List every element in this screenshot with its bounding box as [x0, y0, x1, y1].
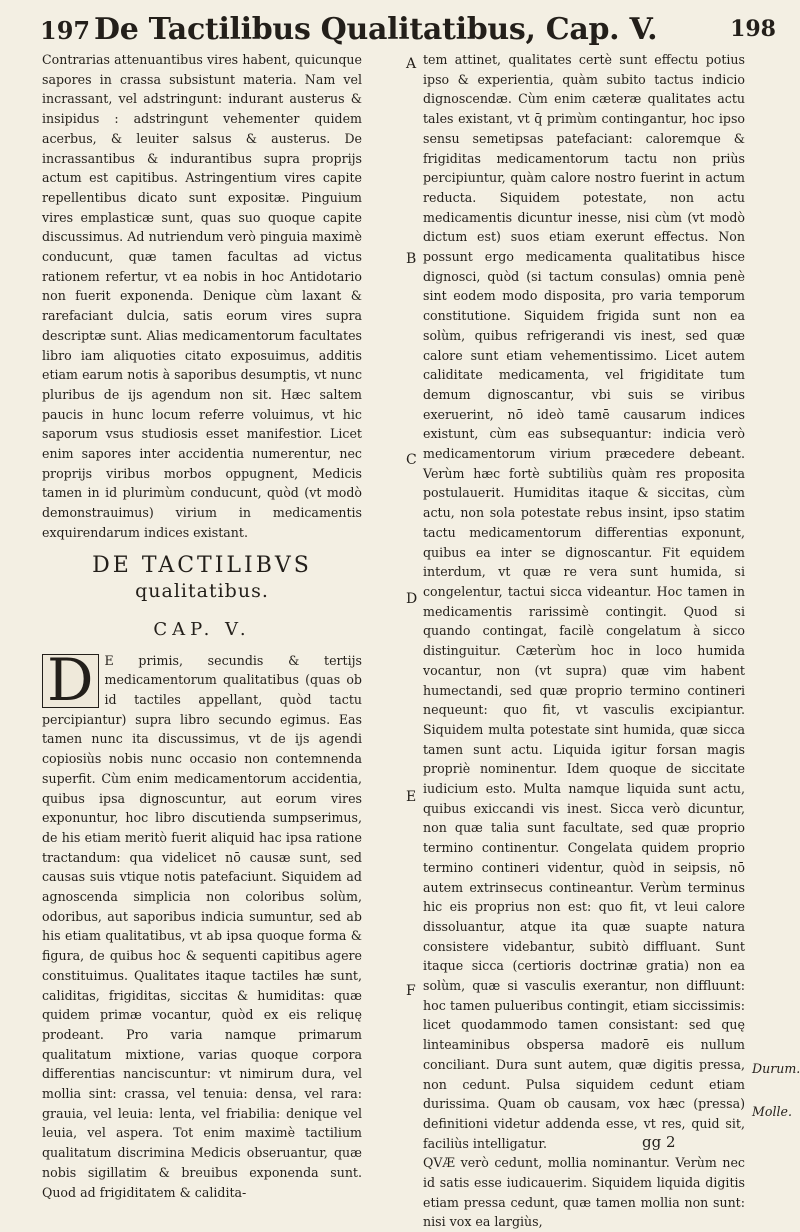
margin-letter-c: C: [406, 452, 417, 468]
page-number-left: 197: [40, 16, 91, 45]
margin-letter-a: A: [406, 56, 417, 72]
right-column: [423, 50, 745, 1232]
running-head: [40, 8, 776, 48]
section-title: DE TACTILIBVS: [92, 552, 312, 578]
margin-letter-d: D: [406, 591, 418, 607]
left-paragraph-2-text: E primis, secundis & tertijs medicamentorum qualitatibus (quas ob id tactiles appellant, quòd tactu percipiantur) supra libro secundo egimus. Eas tamen nunc ita discussimus, vt de ijs agendi copiosiùs nobis nunc occasio non contemnenda superfit. Cùm enim medicamentorum accidentia, quibus ipsa dignoscuntur, aut eorum vires exponuntur, hoc libro discutienda sumpserimus, de his etiam meritò fuerit aliquid hac ipsa ratione tractandum: qua videlicet nō causæ sunt, sed causas suis vtique notis patefaciunt. Siquidem ad agnoscenda simplicia non coloribus solùm, odoribus, aut saporibus indicia sumuntur, sed ab his etiam qualitatibus, vt ab ipsa quoque forma & figura, de quibus hoc & sequenti capitibus agere constituimus. Qualitates itaque tactiles hæ sunt, caliditas, frigiditas, siccitas & humiditas: quæ quidem primæ vocantur, quòd ex eis reliquę prodeant. Pro varia namque primarum qualitatum mixtione, varias quoque corpora differentias nanciscuntur: vt nimirum dura, vel mollia sint: crassa, vel tenuia: densa, vel rara: grauia, vel leuia: lenta, vel friabilia: denique vel leuia, vel aspera. Tot enim maximè tactilium qualitatum discrimina Medicis obseruantur, quæ nobis sigillatim & breuibus exponenda sunt. Quod ad frigiditatem & calidita-: [42, 652, 362, 1200]
signature-mark: gg 2: [642, 1133, 676, 1151]
margin-note-molle: Molle.: [752, 1104, 792, 1119]
left-paragraph-2: [42, 645, 362, 1203]
right-paragraph-1: tem attinet, qualitates certè sunt effectu potius ipso & experientia, quàm subito tactus indicio dignoscendæ. Cùm enim cæteræ qualitates actu tales existant, vt q̄ primùm contingantur, hoc ipso sensu semetipsas patefaciant: caloremque & frigiditas medicamentorum tactu non priùs percipiuntur, quàm calore nostro fuerint in actum reducta. Siquidem potestate, non actu medicamentis dicuntur inesse, nisi cùm (vt modò dictum est) suos etiam exerunt effectus. Non possunt ergo medicamenta qualitatibus hisce dignosci, quòd (si tactum consulas) omnia penè sint eodem modo disposita, pro varia temporum constitutione. Siquidem frigida sunt non ea solùm, quibus refrigerandi vis inest, sed quæ calore sunt etiam vehementissimo. Licet autem caliditate medicamenta, vel frigiditate tum demum dignoscantur, vbi suis se viribus exeruerint, nō ideò tamē causarum indices existunt, cùm eas subsequantur: indicia verò medicamentorum virium præcedere debeant. Verùm hæc fortè subtiliùs quàm res proposita postulauerit. Humiditas itaque & siccitas, cùm actu, non sola potestate rebus insint, ipso statim tactu medicamentorum differentias exponunt, quibus ea inter se dignoscantur. Fit equidem interdum, vt quæ re vera sunt humida, si congelentur, tactui sicca videantur. Hoc tamen in medicamentis rarissimè contingit. Quod si quando contingat, facilè congelatum à sicco distinguitur. Cæterùm hoc in loco humida vocantur, non (vt supra) quæ vim habent humectandi, sed quæ proprio termino contineri nequeunt: quo fit, vt vasculis excipiantur. Siquidem multa potestate sint humida, quæ sicca tamen sunt actu. Liquida igitur forsan magis propriè nominentur. Idem quoque de siccitate iudicium esto. Multa namque liquida sunt actu, quibus exiccandi vis inest. Sicca verò dicuntur, non quæ talia sunt facultate, sed quæ proprio termino continentur. Congelata quidem proprio termino contineri videntur, quòd in seipsis, nō autem extrinsecus contineantur. Verùm terminus hic eis proprius non est: quo fit, vt leui calore dissoluantur, atque ita quæ suapte natura consistere videbantur, subitò diffluant. Sunt itaque sicca (certioris doctrinæ gratia) non ea solùm, quæ si vasculis exerantur, non diffluunt: hoc tamen pulueribus contingit, etiam siccissimis: licet quodammodo tamen consistant: sed quę linteaminibus obspersa madorē eis nullum conciliant. Dura sunt autem, quæ digitis pressa, non cedunt. Pulsa siquidem cedunt etiam durissima. Quam ob causam, vox hæc (pressa) definitioni videtur addenda esse, vt res, quid sit, faciliùs intelligatur.: [423, 52, 745, 1151]
margin-letter-e: E: [406, 789, 417, 805]
left-column: [42, 50, 362, 1202]
section-subtitle: qualitatibus.: [135, 579, 269, 602]
margin-note-durum: Durum.: [752, 1061, 800, 1076]
margin-letter-f: F: [406, 983, 416, 999]
page-number-right: 198: [730, 16, 776, 42]
right-paragraph-2: QVÆ verò cedunt, mollia nominantur. Verùm nec id satis esse iudicauerim. Siquidem liquida digitis etiam pressa cedunt, quæ tamen mollia non sunt: nisi vox ea largiùs,: [423, 1155, 745, 1230]
drop-cap: D: [42, 654, 99, 708]
running-title: De Tactilibus Qualitatibus, Cap. V.: [94, 12, 658, 47]
left-paragraph-1: Contrarias attenuantibus vires habent, quicunque sapores in crassa subsistunt materia. Nam vel incrassant, vel adstringunt: indurant austerus & insipidus : adstringunt vehementer quidem acerbus, & leuiter salsus & austerus. De incrassantibus & indurantibus supra proprijs actum est capitibus. Astringentium vires capite repellentibus dicato sunt expositæ. Pinguium vires emplasticæ sunt, quas suo quoque capite discussimus. Ad nutriendum verò pinguia maximè conducunt, quæ tamen facultas ad victus rationem refertur, vt ea nobis in hoc Antidotario non fuerit exponenda. Denique cùm laxant & rarefaciant dulcia, satis eorum vires supra descriptæ sunt. Alias medicamentorum facultates libro iam aliquoties citato exposuimus, additis etiam earum notis à saporibus desumptis, vt nunc pluribus de ijs agendum non sit. Hæc saltem paucis in hunc locum referre voluimus, vt hic saporum vsus studiosis esset manifestior. Licet enim sapores inter accidentia numerentur, nec proprijs viribus morbos oppugnent, Medicis tamen in id plurimùm conducunt, quòd (vt modò demonstrauimus) virium in medicamentis exquirendarum indices existant.: [42, 52, 362, 540]
chapter-heading: CAP. V.: [153, 618, 251, 640]
margin-letter-b: B: [406, 251, 417, 267]
